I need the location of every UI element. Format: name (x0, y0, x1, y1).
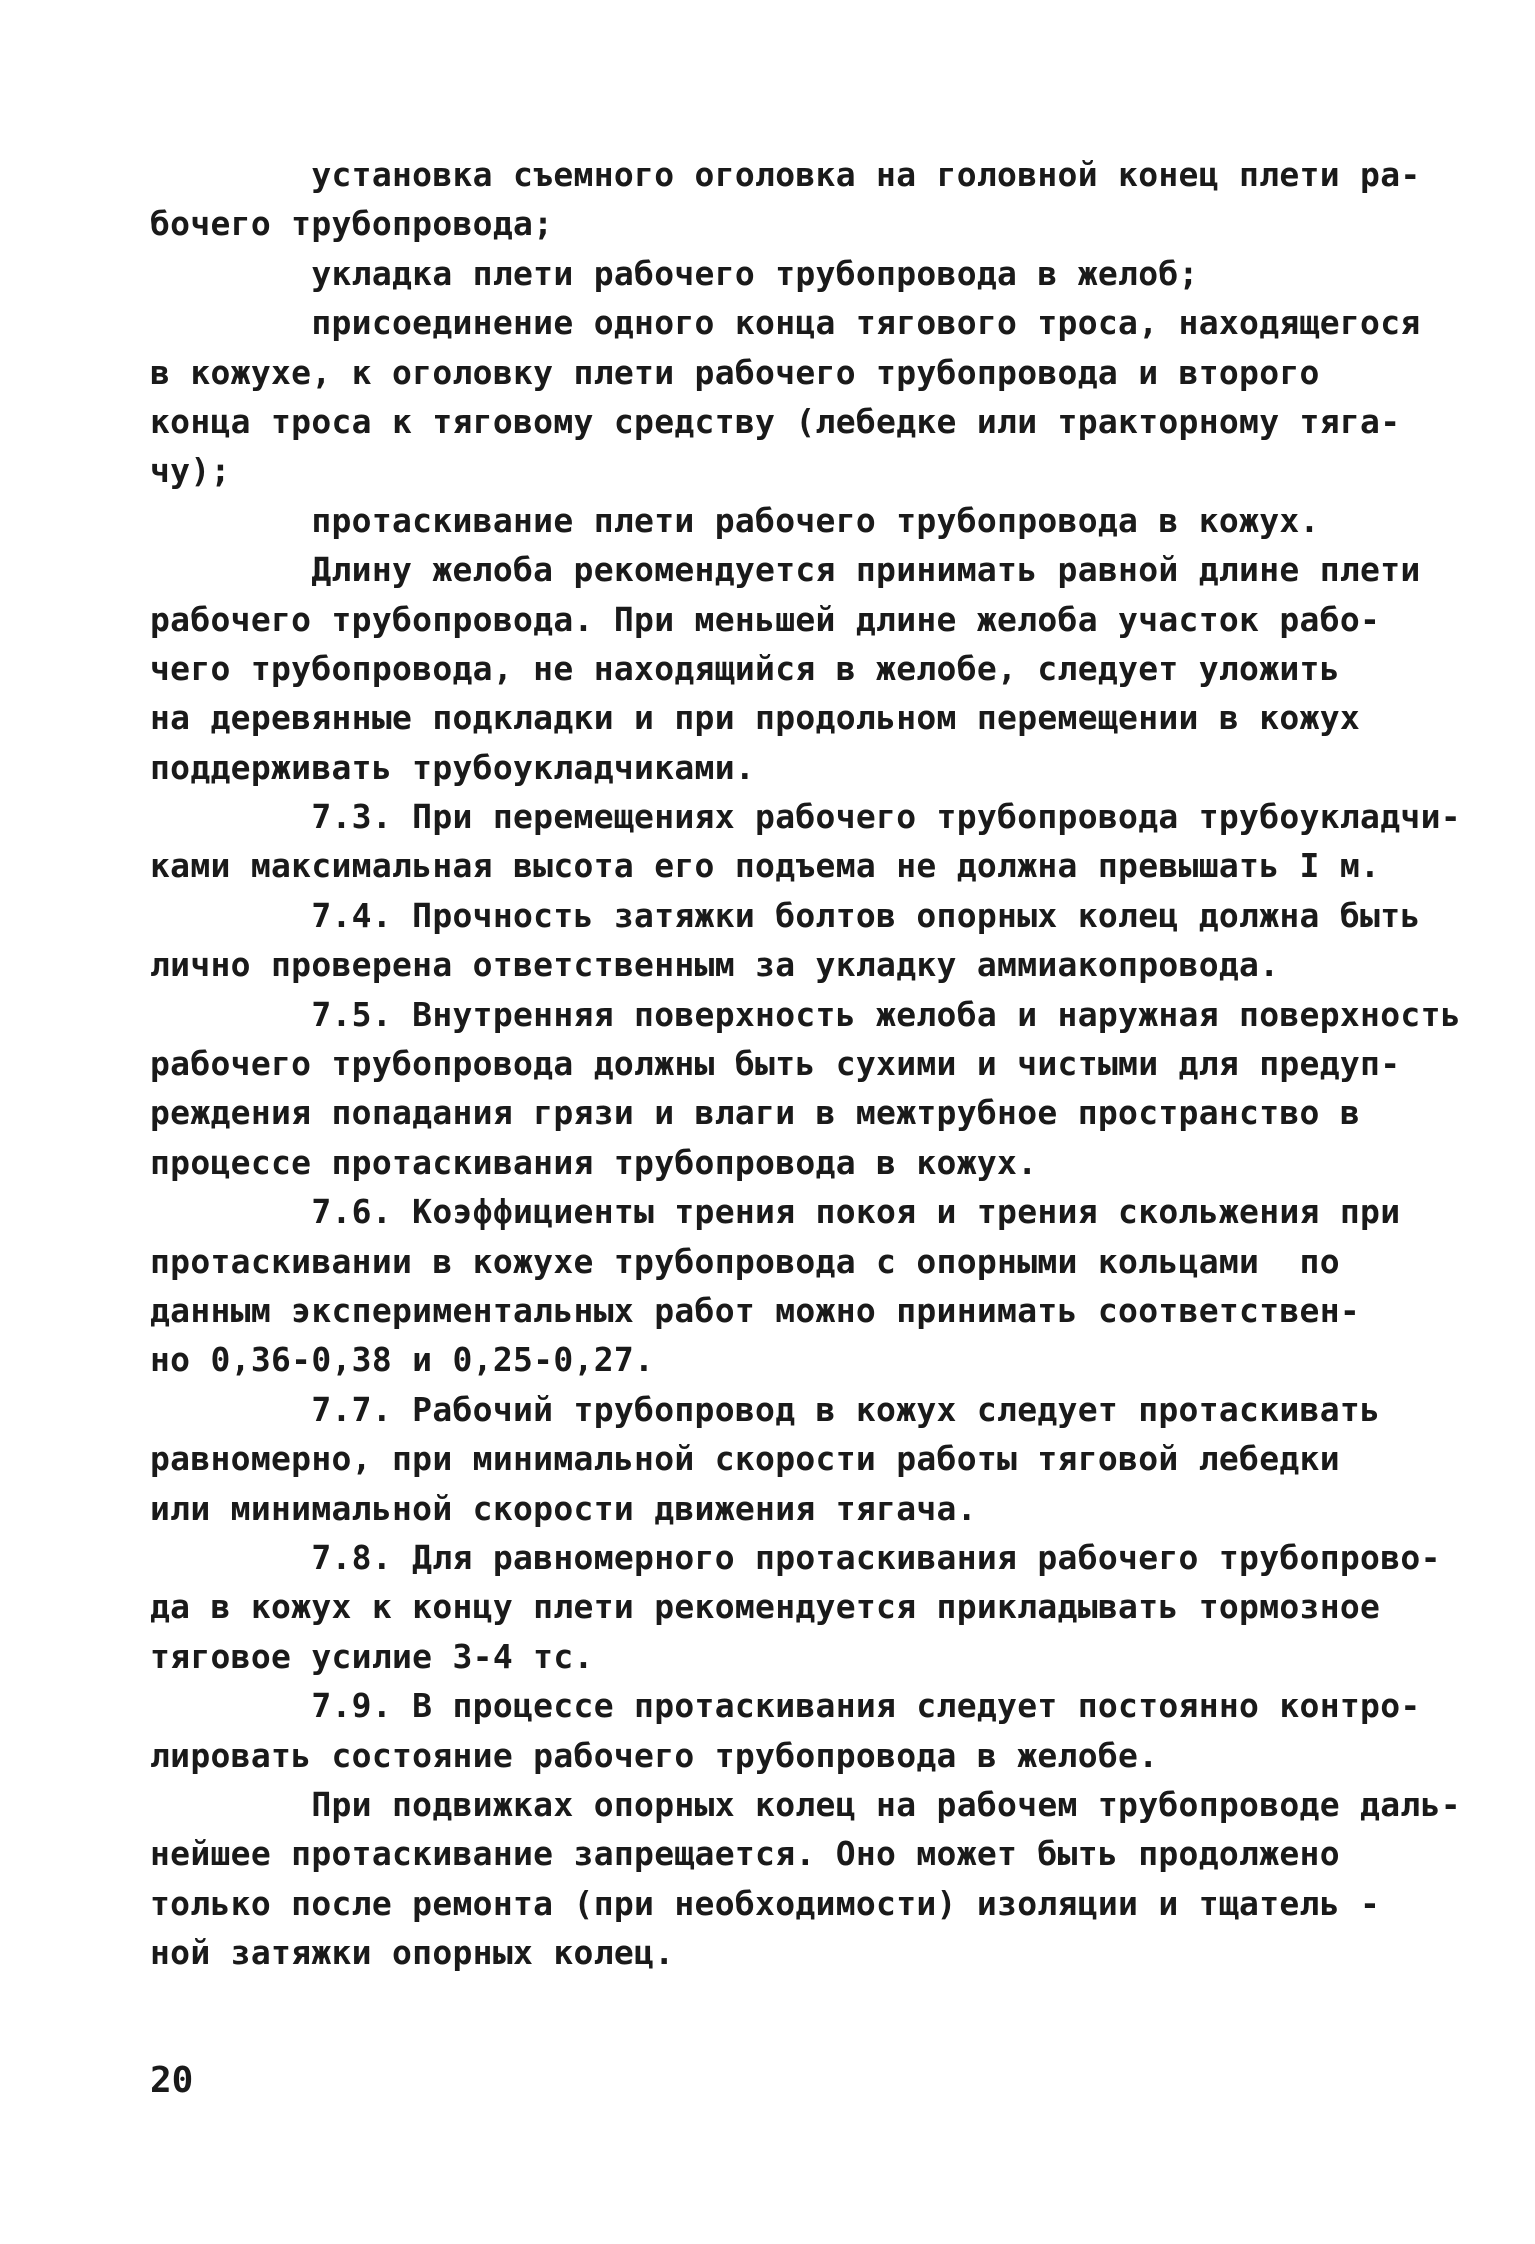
text-line: тяговое усилие 3-4 тс. (150, 1636, 594, 1676)
text-line: нейшее протаскивание запрещается. Оно может быть продолжено (150, 1834, 1340, 1874)
text-line: укладка плети рабочего трубопровода в желоб; (150, 253, 1199, 293)
text-line: 7.6. Коэффициенты трения покоя и трения скольжения при (150, 1192, 1401, 1232)
page-number: 20 (150, 2060, 194, 2101)
text-line: в кожухе, к оголовку плети рабочего трубопровода и второго (150, 352, 1320, 392)
text-line: конца троса к тяговому средству (лебедке или тракторному тяга- (150, 401, 1401, 441)
text-line: ной затяжки опорных колец. (150, 1933, 675, 1973)
text-line: или минимальной скорости движения тягача. (150, 1488, 977, 1528)
text-line: лировать состояние рабочего трубопровода в желобе. (150, 1735, 1159, 1775)
body-text (150, 150, 1461, 1977)
text-line: 7.4. Прочность затяжки болтов опорных колец должна быть (150, 895, 1421, 935)
text-line: 7.3. При перемещениях рабочего трубопровода трубоукладчи- (150, 797, 1461, 837)
text-line: 7.5. Внутренняя поверхность желоба и наружная поверхность (150, 994, 1461, 1034)
text-line: чего трубопровода, не находящийся в желобе, следует уложить (150, 648, 1340, 688)
text-line: протаскивании в кожухе трубопровода с опорными кольцами по (150, 1241, 1340, 1281)
text-line: только после ремонта (при необходимости) изоляции и тщатель - (150, 1883, 1381, 1923)
text-line: лично проверена ответственным за укладку аммиакопровода. (150, 945, 1280, 985)
text-line: данным экспериментальных работ можно принимать соответствен- (150, 1290, 1361, 1330)
text-line: на деревянные подкладки и при продольном перемещении в кожух (150, 698, 1361, 738)
text-line: рабочего трубопровода. При меньшей длине желоба участок рабо- (150, 599, 1381, 639)
text-line: 7.7. Рабочий трубопровод в кожух следует протаскивать (150, 1389, 1381, 1429)
text-line: да в кожух к концу плети рекомендуется прикладывать тормозное (150, 1587, 1381, 1627)
text-line: равномерно, при минимальной скорости работы тяговой лебедки (150, 1439, 1340, 1479)
text-line: Длину желоба рекомендуется принимать равной длине плети (150, 550, 1421, 590)
text-line: протаскивание плети рабочего трубопровода в кожух. (150, 500, 1320, 540)
text-line: рабочего трубопровода должны быть сухими и чистыми для предуп- (150, 1044, 1401, 1084)
text-line: присоединение одного конца тягового троса, находящегося (150, 303, 1421, 343)
text-line: реждения попадания грязи и влаги в межтрубное пространство в (150, 1093, 1361, 1133)
text-line: 7.8. Для равномерного протаскивания рабочего трубопрово- (150, 1537, 1441, 1577)
text-line: ками максимальная высота его подъема не должна превышать I м. (150, 846, 1381, 886)
text-line: При подвижках опорных колец на рабочем трубопроводе даль- (150, 1784, 1461, 1824)
text-line: установка съемного оголовка на головной конец плети ра- (150, 155, 1421, 194)
text-line: процессе протаскивания трубопровода в кожух. (150, 1142, 1038, 1182)
text-line: чу); (150, 451, 231, 491)
text-line: бочего трубопровода; (150, 204, 554, 244)
text-line: 7.9. В процессе протаскивания следует постоянно контро- (150, 1686, 1421, 1726)
text-line: но 0,36-0,38 и 0,25-0,27. (150, 1340, 655, 1380)
text-line: поддерживать трубоукладчиками. (150, 747, 756, 787)
